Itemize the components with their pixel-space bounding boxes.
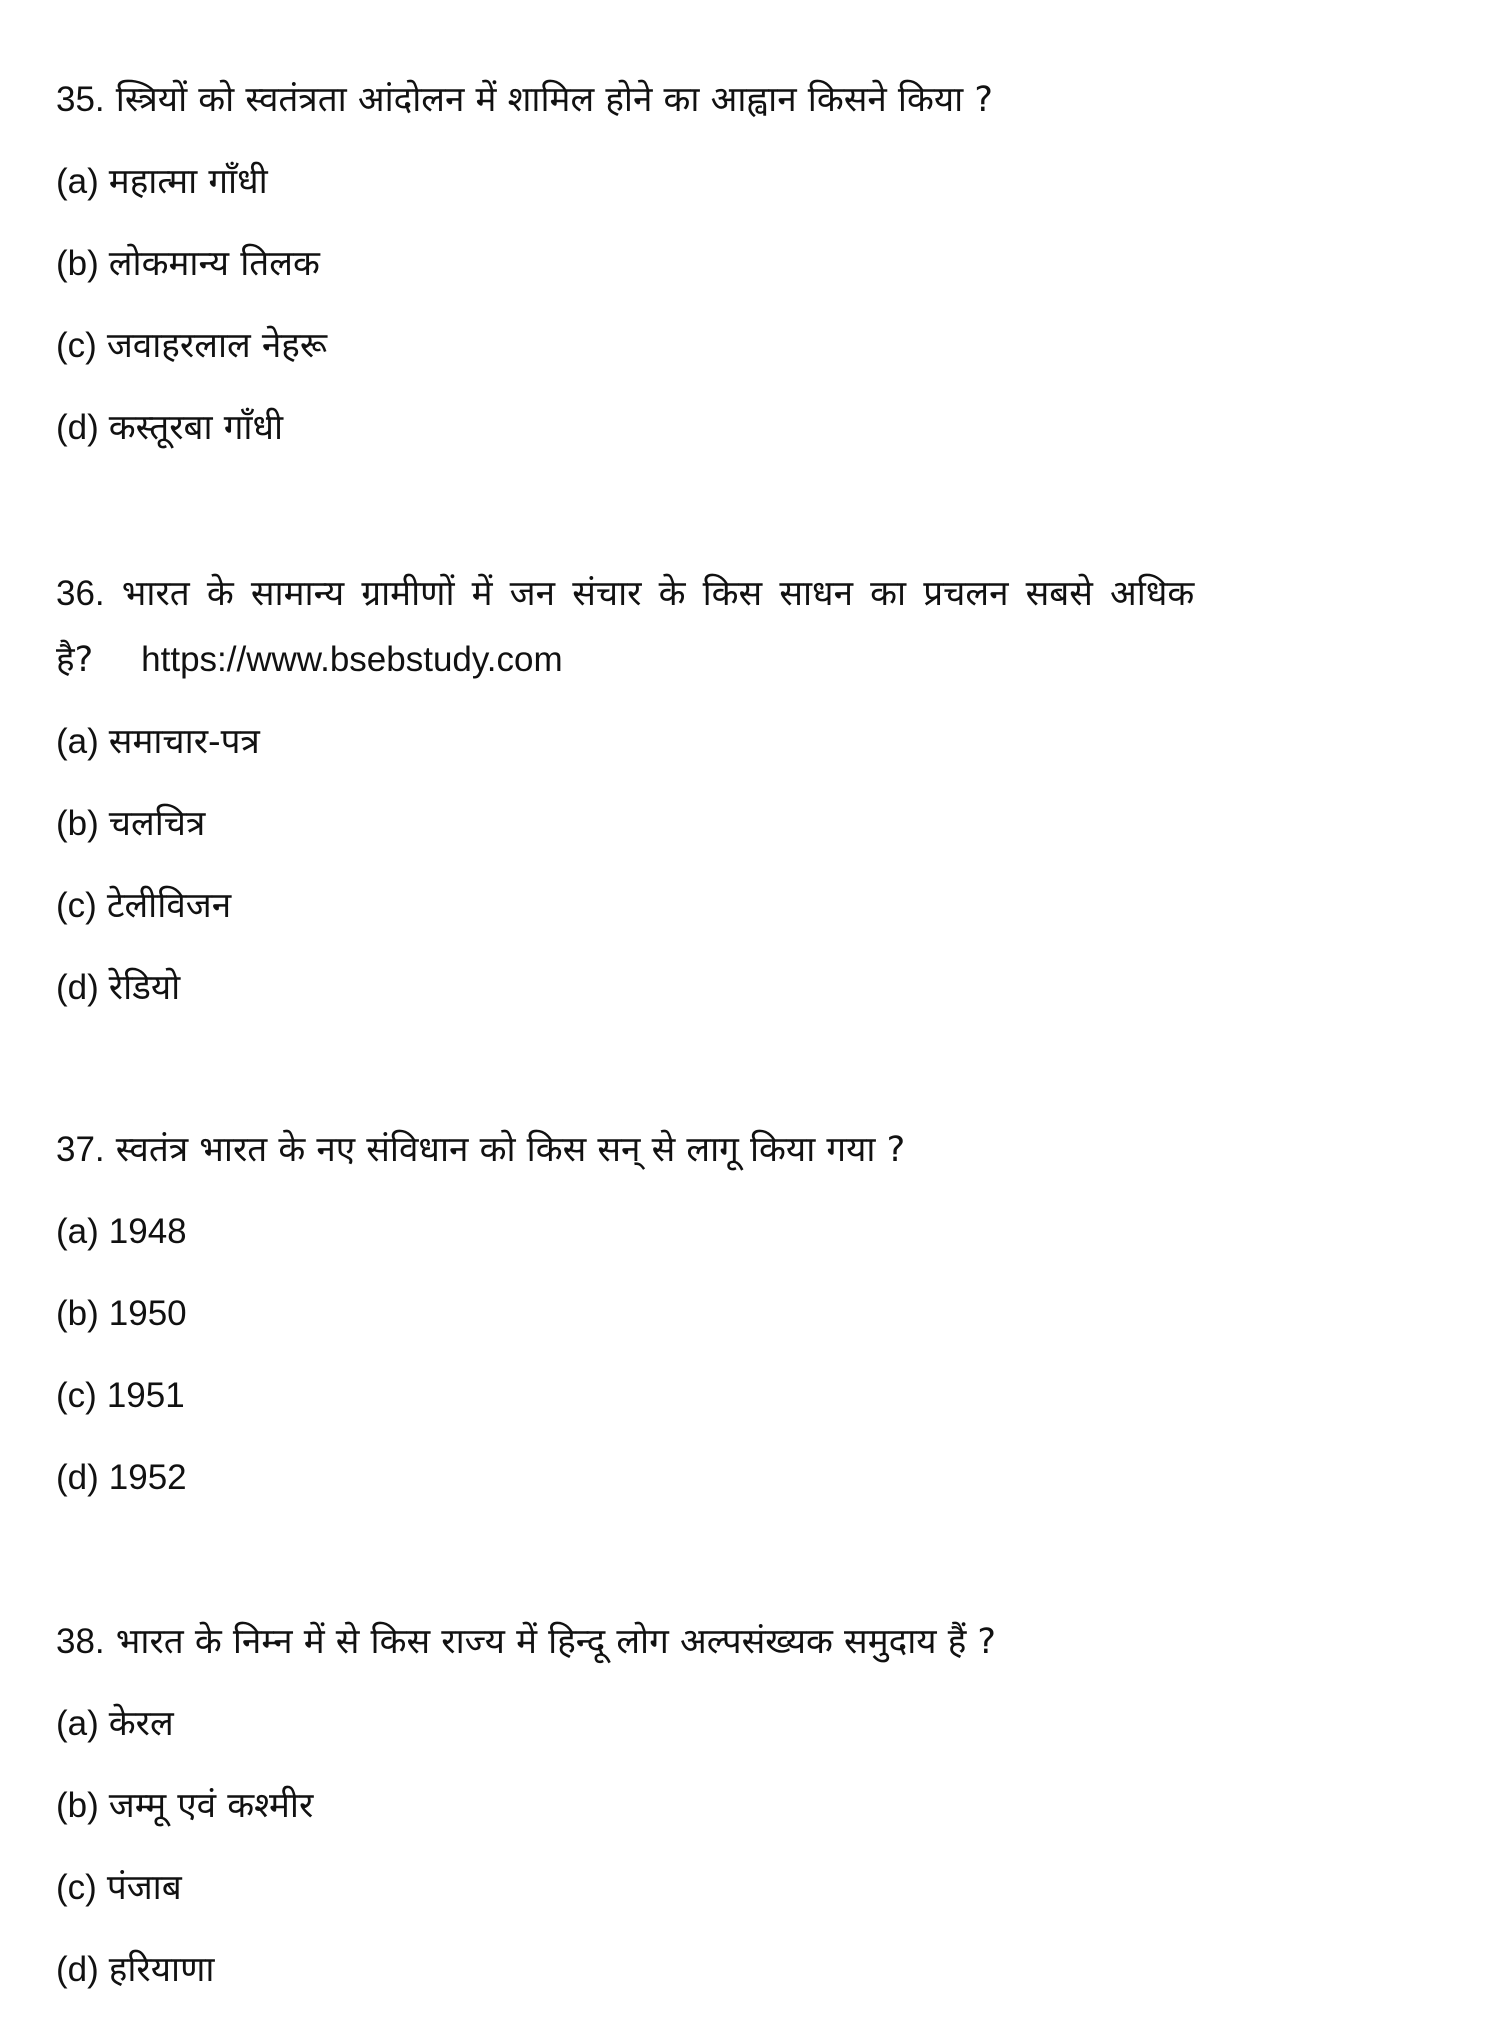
option-text: समाचार-पत्र — [108, 722, 260, 762]
option-text: टेलीविजन — [106, 886, 232, 926]
question-text: भारत के सामान्य ग्रामीणों में जन संचार के किस साधन का प्रचलन सबसे अधिक — [121, 574, 1195, 614]
option-letter: (b) — [56, 244, 99, 283]
option-a — [56, 160, 268, 204]
option-c — [56, 1374, 185, 1418]
option-c — [56, 324, 327, 368]
option-text: हरियाणा — [108, 1950, 215, 1990]
option-d — [56, 966, 180, 1010]
option-text: महात्मा गाँधी — [108, 162, 268, 202]
option-letter: (a) — [56, 1704, 99, 1743]
question-number: 35. — [56, 80, 105, 119]
option-text: जवाहरलाल नेहरू — [106, 326, 328, 366]
option-letter: (d) — [56, 968, 99, 1007]
question-number: 37. — [56, 1130, 105, 1169]
option-letter: (a) — [56, 162, 99, 201]
option-text: रेडियो — [108, 968, 181, 1008]
question-text: स्त्रियों को स्वतंत्रता आंदोलन में शामिल होने का आह्वान किसने किया ? — [115, 80, 993, 120]
option-c — [56, 884, 231, 928]
option-text: 1948 — [108, 1212, 187, 1251]
option-a — [56, 720, 260, 764]
option-letter: (a) — [56, 722, 99, 761]
option-text: चलचित्र — [108, 804, 206, 844]
option-letter: (c) — [56, 1376, 97, 1415]
question-number: 36. — [56, 574, 105, 613]
question-number: 38. — [56, 1622, 105, 1661]
option-c — [56, 1866, 182, 1910]
option-text: जम्मू एवं कश्मीर — [108, 1786, 314, 1826]
option-letter: (b) — [56, 1294, 99, 1333]
option-b — [56, 802, 205, 846]
option-text: लोकमान्य तिलक — [108, 244, 320, 284]
option-letter: (b) — [56, 1786, 99, 1825]
option-d — [56, 406, 283, 450]
question-text: भारत के निम्न में से किस राज्य में हिन्दू लोग अल्पसंख्यक समुदाय हैं ? — [115, 1622, 996, 1662]
option-a — [56, 1210, 187, 1254]
option-letter: (a) — [56, 1212, 99, 1251]
question-text-continued: है? — [56, 640, 94, 680]
question-38 — [56, 1620, 996, 1664]
option-letter: (d) — [56, 1458, 99, 1497]
option-text: पंजाब — [106, 1868, 182, 1908]
option-b — [56, 1292, 187, 1336]
option-text: कस्तूरबा गाँधी — [108, 408, 284, 448]
option-letter: (c) — [56, 1868, 97, 1907]
option-d — [56, 1456, 187, 1500]
question-35 — [56, 78, 993, 122]
question-37 — [56, 1128, 905, 1172]
option-text: 1950 — [108, 1294, 187, 1333]
question-text: स्वतंत्र भारत के नए संविधान को किस सन् से लागू किया गया ? — [115, 1130, 906, 1170]
option-letter: (d) — [56, 408, 99, 447]
option-text: 1952 — [108, 1458, 187, 1497]
question-36 — [56, 572, 1194, 616]
option-text: केरल — [108, 1704, 174, 1744]
option-letter: (c) — [56, 326, 97, 365]
option-text: 1951 — [106, 1376, 185, 1415]
option-letter: (c) — [56, 886, 97, 925]
option-b — [56, 1784, 313, 1828]
option-b — [56, 242, 320, 286]
option-letter: (d) — [56, 1950, 99, 1989]
option-d — [56, 1948, 214, 1992]
question-36-continued — [56, 638, 563, 682]
watermark-url: https://www.bsebstudy.com — [141, 640, 563, 679]
option-letter: (b) — [56, 804, 99, 843]
option-a — [56, 1702, 174, 1746]
